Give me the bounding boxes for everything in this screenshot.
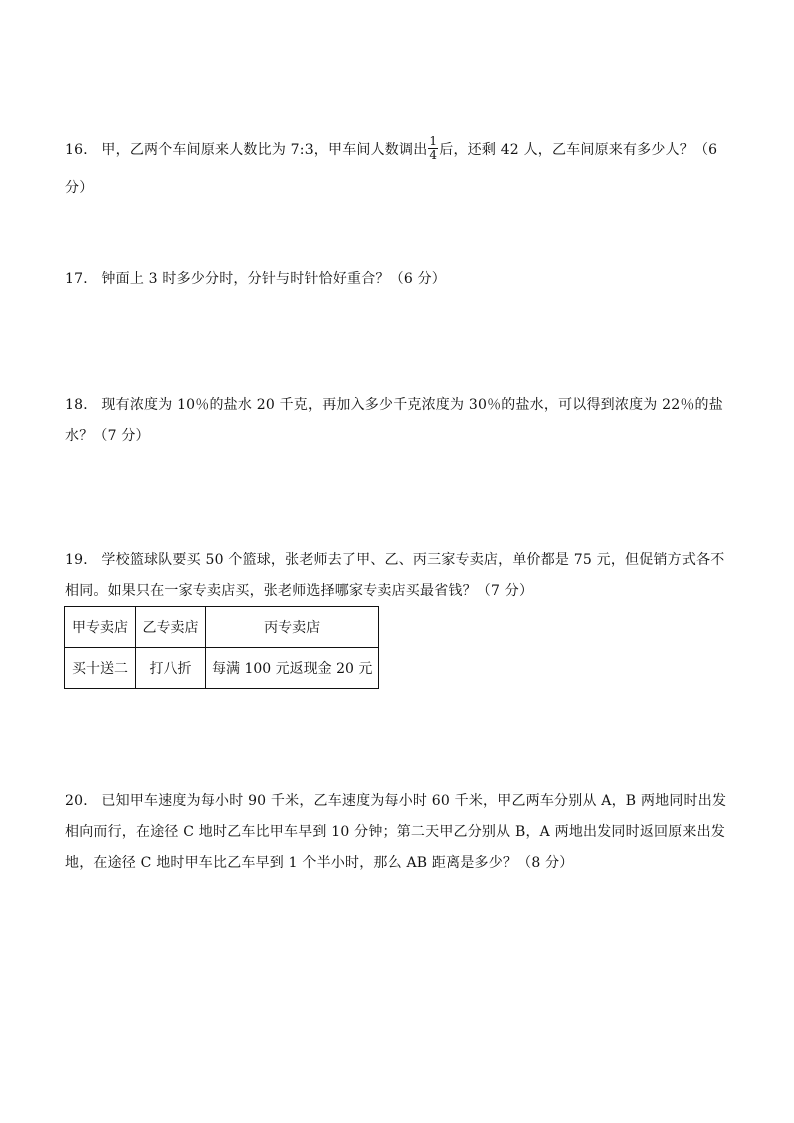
question-text: 钟面上 3 时多少分时，分针与时针恰好重合？（6 分） xyxy=(101,271,446,287)
question-number: 20． xyxy=(65,793,98,809)
table-row xyxy=(65,648,379,689)
table-cell: 打八折 xyxy=(136,648,206,689)
table-header-cell: 丙专卖店 xyxy=(206,607,379,648)
table-header-cell: 甲专卖店 xyxy=(65,607,136,648)
question-19 xyxy=(65,545,730,607)
promotion-table xyxy=(64,606,379,689)
table-header-row xyxy=(65,607,379,648)
table-header-cell: 乙专卖店 xyxy=(136,607,206,648)
fraction xyxy=(428,135,438,162)
question-20 xyxy=(65,786,730,879)
question-number: 18． xyxy=(65,397,98,413)
fraction-numerator: 1 xyxy=(429,133,438,148)
question-text-part: 甲，乙两个车间原来人数比为 7:3，甲车间人数调出 xyxy=(101,142,428,158)
question-text: 学校篮球队要买 50 个篮球，张老师去了甲、乙、丙三家专卖店，单价都是 75 元，但促销方式各不相同。如果只在一家专卖店买，张老师选择哪家专卖店买最省钱？（7 分） xyxy=(65,552,725,599)
question-text: 现有浓度为 10％的盐水 20 千克，再加入多少千克浓度为 30％的盐水，可以得到浓度为 22％的盐水？（7 分） xyxy=(65,397,723,444)
question-16 xyxy=(65,131,730,207)
question-number: 19． xyxy=(65,552,98,568)
question-text-part: 后，还剩 42 人，乙车间原来有多少人？（6 分） xyxy=(65,142,718,196)
table-cell: 每满 100 元返现金 20 元 xyxy=(206,648,379,689)
question-18 xyxy=(65,390,730,452)
question-17 xyxy=(65,264,730,295)
fraction-denominator: 4 xyxy=(429,147,438,162)
question-text: 已知甲车速度为每小时 90 千米，乙车速度为每小时 60 千米，甲乙两车分别从 A，B 两地同时出发相向而行，在途径 C 地时乙车比甲车早到 10 分钟；第二天甲乙分别从 B，A 两地出发同时返回原来出发地，在途径 C 地时甲车比乙车早到 1 个半小时，那么 AB 距离是多少？（8 分） xyxy=(65,793,727,871)
question-number: 16． xyxy=(65,142,98,158)
table-cell: 买十送二 xyxy=(65,648,136,689)
question-number: 17． xyxy=(65,271,98,287)
